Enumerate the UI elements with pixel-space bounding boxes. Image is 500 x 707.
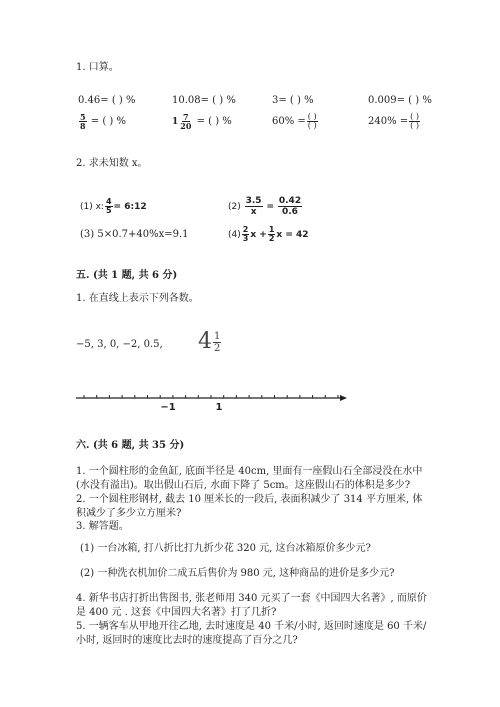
numbers-list: −5, 3, 0, −2, 0.5, (76, 339, 163, 350)
sec6-p4: 4. 新华书店打折出售图书, 张老师用 340 元买了一套《中国四大名著》, 而原价是 400 元 . 这套《中国四大名著》打了几折? (76, 593, 427, 618)
tick-label-neg1: −1 (160, 402, 176, 413)
section-5-title: 五. (共 1 题, 共 6 分) (76, 270, 178, 281)
sec6-p3: 3. 解答题。 (76, 521, 129, 532)
q2-eq-3: (3) 5×0.7+40%x=9.1 (80, 229, 189, 240)
sec6-p2: 2. 一个圆柱形钢材, 截去 10 厘米长的一段后, 表面积减少了 314 平方厘米, 体积减少了多少立方厘米? (76, 494, 423, 519)
q1-item-7: 60% = $\frac{( )}{( )}$ (272, 112, 317, 130)
sec6-p3a: (1) 一台冰箱, 打八折比打九折少花 320 元, 这台冰箱原价多少元? (80, 543, 371, 554)
q1-item-1: 0.46= ( ) % (78, 95, 136, 106)
q1-title: 1. 口算。 (76, 62, 119, 73)
q1-item-8: 240% = $\frac{( )}{( )}$ (368, 112, 419, 130)
number-line-ticks (84, 395, 338, 398)
q2-eq-2: (2) $\frac{3.5}{x}$ = $\frac{0.42}{0.6}$ (228, 196, 302, 217)
sec6-p1: 1. 一个圆柱形的金鱼缸, 底面半径是 40cm, 里面有一座假山石全部浸没在水中 (水没有溢出)。取出假山石后, 水面下降了 5cm。这座假山石的体积是多少? (76, 466, 423, 491)
sec6-p5: 5. 一辆客车从甲地开往乙地, 去时速度是 40 千米/小时, 返回时速度是 60 千米/小时, 返回时的速度比去时的速度提高了百分之几? (76, 621, 427, 646)
q1-item-3: 3= ( ) % (272, 95, 314, 106)
section-6-title: 六. (共 6 题, 共 35 分) (76, 440, 185, 451)
sec5-q1: 1. 在直线上表示下列各数。 (76, 293, 199, 304)
q1-item-4: 0.009= ( ) % (368, 95, 432, 106)
tick-label-1: 1 (215, 402, 223, 413)
q1-item-5: $\frac{5}{8}$ = ( ) % (80, 112, 126, 131)
number-line-arrow (340, 395, 347, 401)
sec6-p3b: (2) 一种洗衣机加价二成五后售价为 980 元, 这种商品的进价是多少元? (80, 568, 395, 579)
q2-eq-1: (1) x: $\frac{4}{5}$ = 6:12 (80, 197, 147, 215)
q2-title: 2. 求未知数 x。 (76, 158, 148, 169)
q1-item-6: 1 $\frac{7}{20}$ = ( ) % (172, 112, 232, 131)
q1-item-2: 10.08= ( ) % (172, 95, 236, 106)
q2-eq-4: (4) $\frac{2}{3}$ x + $\frac{1}{2}$ x = 42 (228, 225, 309, 243)
mixed-number: 4 $\frac{1}{2}$ (198, 329, 221, 354)
